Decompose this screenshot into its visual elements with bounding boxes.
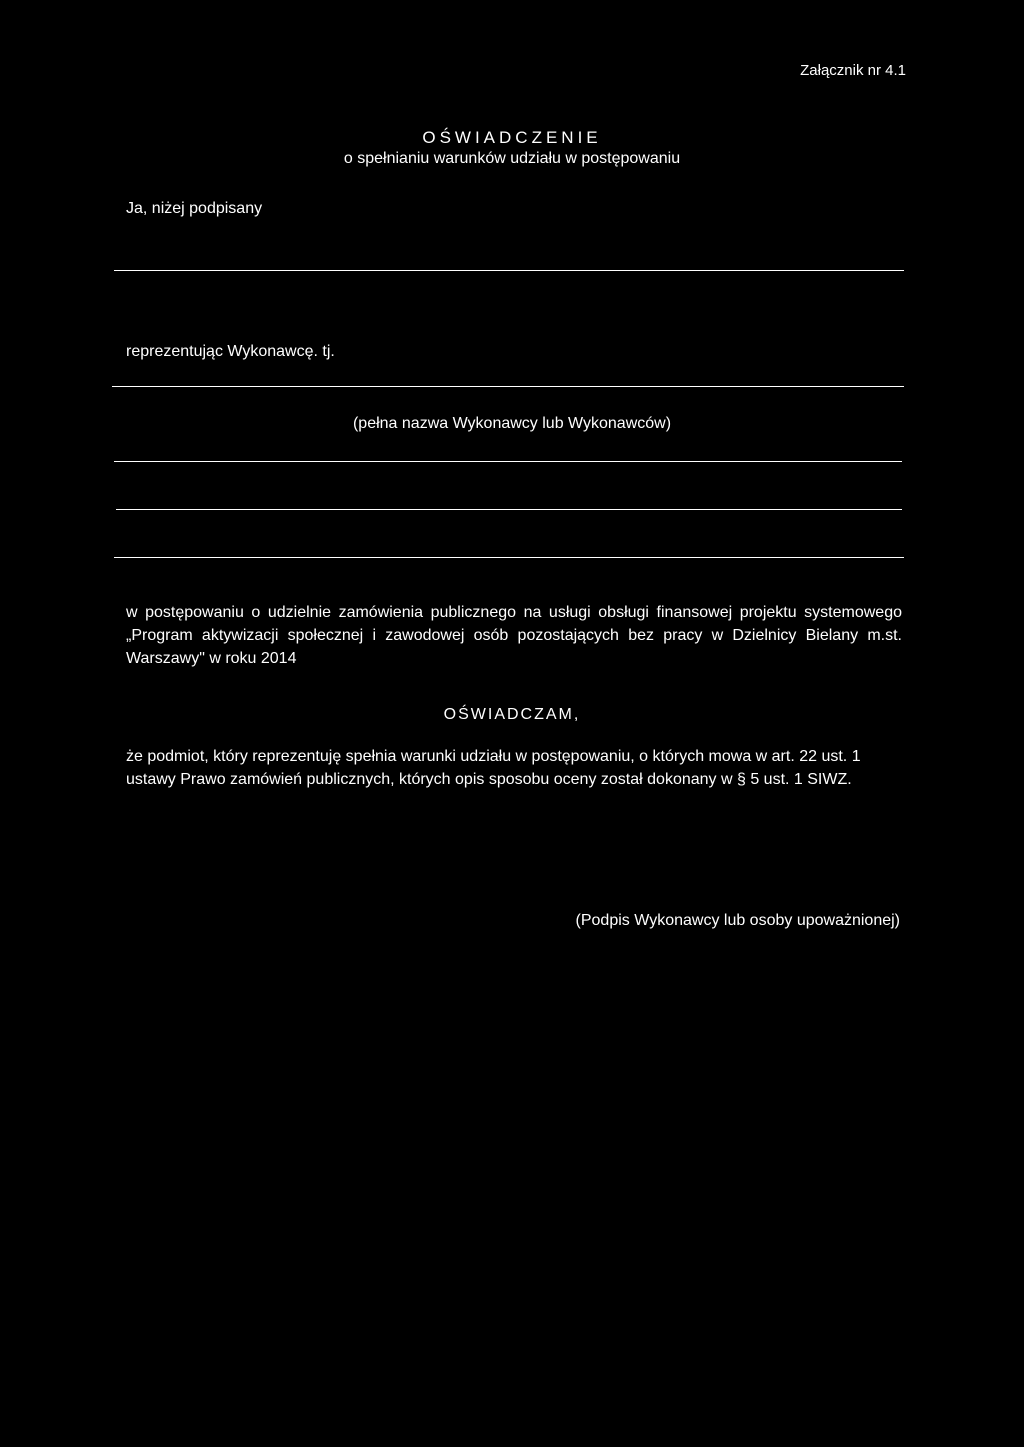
document-title: OŚWIADCZENIE [422, 128, 602, 147]
contractor-entry-line-3 [116, 509, 902, 510]
signature-caption: (Podpis Wykonawcy lub osoby upoważnionej) [575, 912, 900, 929]
attachment-label: Załącznik nr 4.1 [800, 62, 906, 79]
contractor-entry-line-4 [114, 557, 904, 558]
contractor-entry-line-2 [114, 461, 902, 462]
undersigned-label: Ja, niżej podpisany [126, 200, 263, 217]
representing-label: reprezentując Wykonawcę. tj. [126, 343, 335, 360]
contractor-caption: (pełna nazwa Wykonawcy lub Wykonawców) [352, 415, 672, 432]
document-subtitle: o spełnianiu warunków udziału w postępowaniu [343, 150, 681, 167]
contractor-entry-line [112, 386, 904, 387]
name-entry-line [114, 270, 904, 271]
declaration-paragraph: że podmiot, który reprezentuję spełnia warunki udziału w postępowaniu, o których mowa w art. 22 ust. 1 ustawy Prawo zamówień publicznych, których opis sposobu oceny został dokonany w § 5 ust. 1 SIWZ. [126, 748, 861, 788]
declare-heading: OŚWIADCZAM, [443, 706, 581, 723]
procedure-paragraph: w postępowaniu o udzielnie zamówienia publicznego na usługi obsługi finansowej projektu systemowego „Program aktywizacji społecznej i zawodowej osób pozostających bez pracy w Dzielnicy Bielany m.st. Warszawy" w roku 2014 [126, 604, 902, 667]
